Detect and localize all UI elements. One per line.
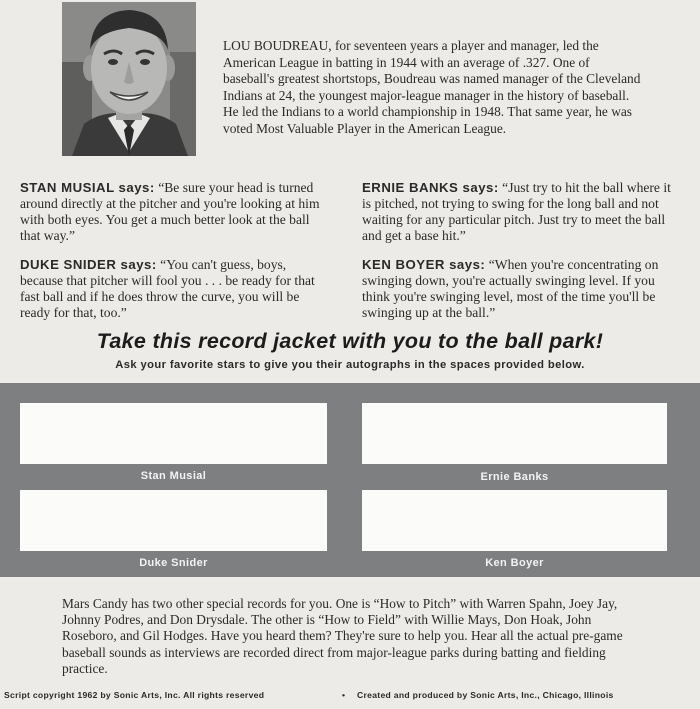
quote-duke-snider — [20, 257, 330, 321]
portrait-illustration — [62, 2, 196, 156]
quote-text: “Be sure your head is turned around directly at the pitcher and you're looking at him with both eyes. You get a much better look at the ball that way.” — [20, 180, 320, 243]
quote-stan-musial — [20, 180, 330, 244]
quote-text: “When you're concentrating on swinging down, you're actually swinging level. If you think you're swinging level, most of the time you'll be swinging up at the ball.” — [362, 257, 659, 320]
autograph-box-ken-boyer[interactable] — [362, 490, 667, 551]
quote-ken-boyer — [362, 257, 672, 321]
autograph-box-duke-snider[interactable] — [20, 490, 327, 551]
quote-speaker: STAN MUSIAL says: — [20, 180, 155, 195]
autograph-label: Stan Musial — [140, 470, 207, 482]
footer-copyright: Script copyright 1962 by Sonic Arts, Inc. All rights reserved — [4, 690, 265, 700]
promo-paragraph: Mars Candy has two other special records for you. One is “How to Pitch” with Warren Spahn, Joey Jay, Johnny Podres, and Don Drysdale. The other is “How to Field” with Willie Mays, Don Hoak, John Roseboro, and Gil Hodges. Have you heard them? They're sure to help you. Hear all the actual pre-game baseball sounds as interviews are recorded direct from major-league parks during batting and fielding practice. — [62, 596, 623, 676]
autograph-label: Ernie Banks — [480, 471, 549, 483]
portrait-photo — [62, 2, 196, 156]
footer-credits: Created and produced by Sonic Arts, Inc., Chicago, Illinois — [357, 690, 614, 700]
bio-paragraph: LOU BOUDREAU, for seventeen years a player and manager, led the American League in batting in 1944 with an average of .327. One of baseball's greatest shortstops, Boudreau was named manager of the Cleveland Indians at 24, the youngest major-league manager in the history of baseball. He led the Indians to a world championship in 1948. That same year, he was voted Most Valuable Player in the American League. — [223, 38, 641, 136]
quote-speaker: ERNIE BANKS says: — [362, 180, 499, 195]
autograph-box-stan-musial[interactable] — [20, 403, 327, 464]
footer-separator: • — [342, 690, 346, 700]
quote-text: “Just try to hit the ball where it is pitched, not trying to swing for the long ball and not waiting for any particular pitch. Just try to meet the ball and get a base hit.” — [362, 180, 671, 243]
quote-speaker: DUKE SNIDER says: — [20, 257, 157, 272]
autograph-label: Ken Boyer — [485, 557, 544, 569]
quote-ernie-banks — [362, 180, 672, 244]
subheadline: Ask your favorite stars to give you their autographs in the spaces provided below. — [115, 359, 585, 371]
quote-text: “You can't guess, boys, because that pitcher will fool you . . . be ready for that fast ball and if he does throw the curve, you will be ready for that, too.” — [20, 257, 315, 320]
autograph-panel — [0, 383, 700, 577]
autograph-box-ernie-banks[interactable] — [362, 403, 667, 464]
autograph-label: Duke Snider — [139, 557, 208, 569]
headline: Take this record jacket with you to the ball park! — [96, 329, 604, 353]
quote-speaker: KEN BOYER says: — [362, 257, 486, 272]
